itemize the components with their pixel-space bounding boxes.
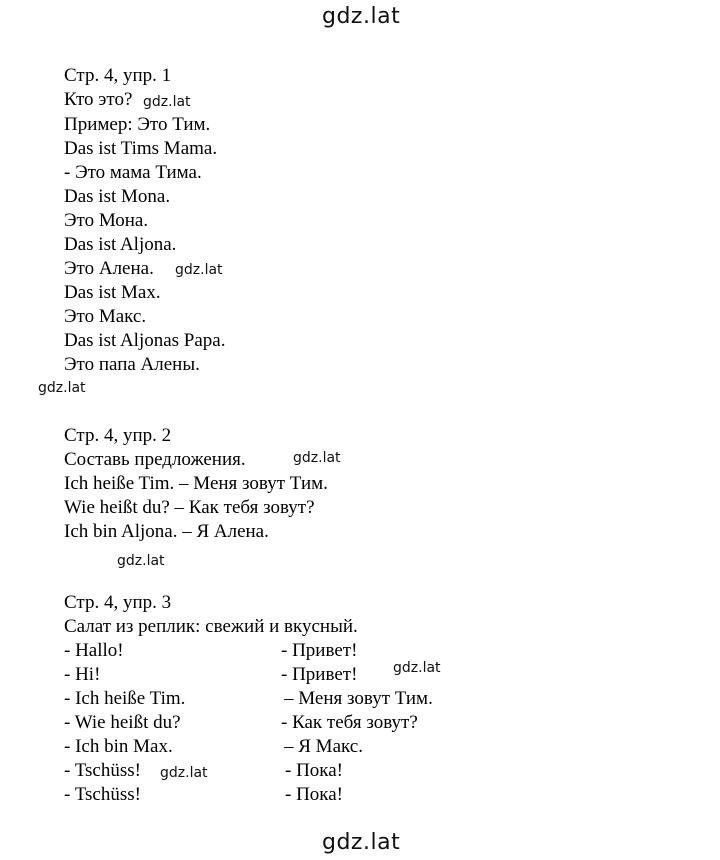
text-line: Das ist Max.	[64, 282, 161, 303]
watermark-inline: gdz.lat	[160, 765, 208, 781]
dialogue-de: - Hallo!	[64, 640, 124, 661]
text-line: Это папа Алены.	[64, 354, 200, 375]
watermark-top: gdz.lat	[322, 4, 401, 29]
text-line: Das ist Tims Mama.	[64, 138, 218, 159]
watermark-inline: gdz.lat	[175, 262, 223, 278]
text-line: Это Макс.	[64, 306, 147, 327]
watermark-inline: gdz.lat	[117, 553, 165, 569]
text-line: Кто это?	[64, 89, 133, 110]
dialogue-ru: - Как тебя зовут?	[281, 712, 418, 733]
text-line: Пример: Это Тим.	[64, 114, 211, 135]
text-line: Das ist Mona.	[64, 186, 171, 207]
text-line: Ich bin Aljona. – Я Алена.	[64, 521, 269, 542]
watermark-inline: gdz.lat	[38, 380, 86, 396]
watermark-inline: gdz.lat	[393, 660, 441, 676]
text-line: Это Мона.	[64, 210, 149, 231]
text-line: - Это мама Тима.	[64, 162, 202, 183]
text-line: Wie heißt du? – Как тебя зовут?	[64, 497, 315, 518]
section-heading: Стр. 4, упр. 3	[64, 592, 172, 613]
dialogue-de: - Wie heißt du?	[64, 712, 181, 733]
section-heading: Стр. 4, упр. 2	[64, 425, 172, 446]
dialogue-ru: - Пока!	[285, 760, 344, 781]
dialogue-de: - Ich heiße Tim.	[64, 688, 186, 709]
dialogue-de: - Hi!	[64, 664, 101, 685]
dialogue-ru: – Я Макс.	[284, 736, 363, 757]
text-line: Das ist Aljonas Papa.	[64, 330, 226, 351]
dialogue-ru: - Пока!	[285, 784, 344, 805]
watermark-inline: gdz.lat	[143, 94, 191, 110]
section-subtitle: Салат из реплик: свежий и вкусный.	[64, 616, 358, 637]
text-line: Das ist Aljona.	[64, 234, 177, 255]
watermark-inline: gdz.lat	[293, 450, 341, 466]
text-line: Составь предложения.	[64, 449, 246, 470]
dialogue-de: - Tschüss!	[64, 760, 141, 781]
dialogue-ru: – Меня зовут Тим.	[284, 688, 433, 709]
watermark-bottom: gdz.lat	[322, 830, 401, 855]
text-line: Ich heiße Tim. – Меня зовут Тим.	[64, 473, 328, 494]
dialogue-de: - Ich bin Max.	[64, 736, 173, 757]
dialogue-ru: - Привет!	[281, 640, 358, 661]
dialogue-de: - Tschüss!	[64, 784, 141, 805]
text-line: Это Алена.	[64, 258, 154, 279]
section-heading: Стр. 4, упр. 1	[64, 65, 172, 86]
dialogue-ru: - Привет!	[281, 664, 358, 685]
